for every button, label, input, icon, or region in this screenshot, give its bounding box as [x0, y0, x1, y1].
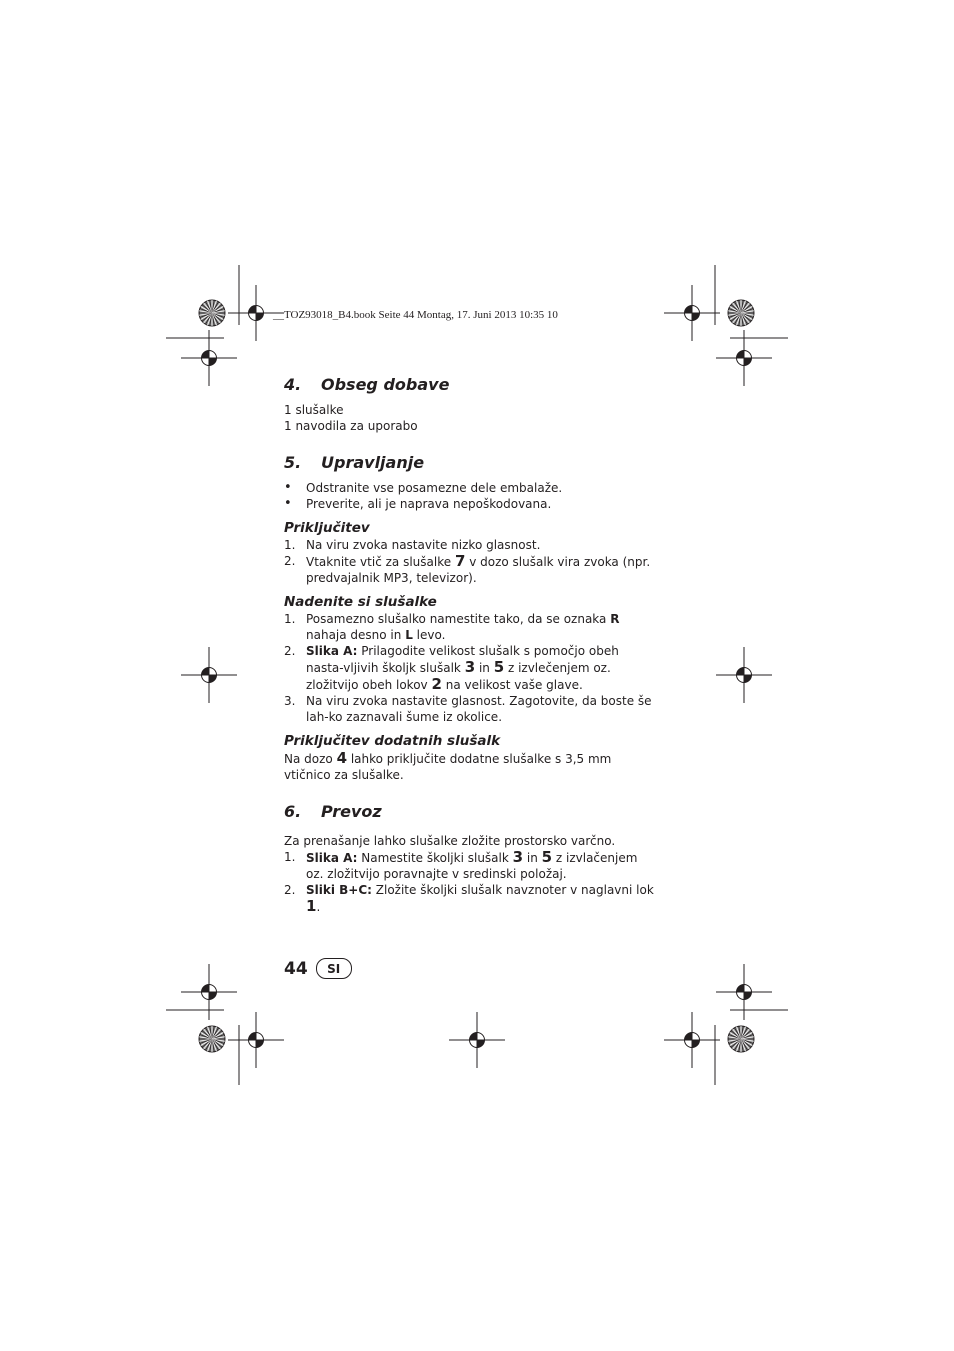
registration-mark-icon: [664, 285, 720, 341]
registration-mark-icon: [449, 1012, 505, 1068]
list-item: 2. Sliki B+C: Zložite školjki slušalk navznoter v naglavni lok 1.: [284, 883, 654, 915]
subheading-wearing: Nadenite si slušalke: [284, 594, 437, 610]
language-badge: SI: [316, 958, 352, 979]
part-number: 2: [431, 675, 442, 693]
page-number: 44: [284, 958, 308, 979]
section-4-heading: 4. Obseg dobave: [284, 375, 450, 394]
marking-r: R: [610, 612, 620, 626]
paragraph: Za prenašanje lahko slušalke zložite prostorsko varčno.: [284, 834, 616, 848]
list-item: 3. Na viru zvoka nastavite glasnost. Zagotovite, da boste še lah-ko zaznavali šume iz okolice.: [284, 694, 652, 724]
marking-l: L: [405, 628, 413, 642]
paragraph: Na dozo 4 lahko priključite dodatne slušalke s 3,5 mm vtičnico za slušalke.: [284, 749, 612, 782]
part-number: 5: [541, 848, 553, 866]
color-target-icon: [199, 1026, 225, 1052]
figure-label: Sliki B+C:: [306, 883, 372, 897]
registration-mark-icon: [181, 964, 237, 1020]
bullet-icon: •: [284, 496, 292, 511]
registration-mark-icon: [716, 964, 772, 1020]
list-item: 2. Vtaknite vtič za slušalke 7 v dozo slušalk vira zvoka (npr. predvajalnik MP3, televizor).: [284, 552, 651, 585]
part-number: 1: [306, 897, 317, 915]
registration-mark-icon: [228, 1012, 284, 1068]
part-number: 5: [493, 658, 505, 676]
subheading-additional-headphones: Priključitev dodatnih slušalk: [284, 733, 501, 749]
section-5-heading: 5. Upravljanje: [284, 453, 425, 472]
color-target-icon: [728, 1026, 754, 1052]
bullet-item: • Preverite, ali je naprava nepoškodovana.: [284, 496, 552, 511]
color-target-icon: [728, 300, 754, 326]
delivery-item: 1 slušalke: [284, 403, 344, 417]
delivery-item: 1 navodila za uporabo: [284, 419, 418, 433]
subheading-connection: Priključitev: [284, 520, 370, 536]
registration-mark-icon: [181, 647, 237, 703]
figure-label: Slika A:: [306, 851, 358, 865]
list-item: 1. Na viru zvoka nastavite nizko glasnost.: [284, 538, 541, 552]
print-header: __TOZ93018_B4.book Seite 44 Montag, 17. Juni 2013 10:35 10: [273, 309, 558, 321]
list-item: 2. Slika A: Prilagodite velikost slušalk s pomočjo obeh nasta-vljivih školjk slušalk 3 in 5 z izvlečenjem oz. zložitvijo obeh lokov 2 na velikost vaše glave.: [284, 644, 619, 693]
bullet-icon: •: [284, 480, 292, 495]
part-number: 4: [336, 749, 347, 767]
figure-label: Slika A:: [306, 644, 358, 658]
page-footer: [284, 958, 352, 979]
part-number: 3: [464, 658, 476, 676]
registration-mark-icon: [664, 1012, 720, 1068]
section-6-heading: 6. Prevoz: [284, 802, 382, 821]
page-content: [284, 374, 654, 915]
color-target-icon: [199, 300, 225, 326]
list-item: 1. Slika A: Namestite školjki slušalk 3 in 5 z izvlačenjem oz. zložitvijo poravnajte v sredinski položaj.: [284, 848, 638, 881]
registration-mark-icon: [716, 647, 772, 703]
list-item: 1. Posamezno slušalko namestite tako, da se oznaka R nahaja desno in L levo.: [284, 612, 620, 642]
part-number: 3: [512, 848, 524, 866]
bullet-item: • Odstranite vse posamezne dele embalaže.: [284, 480, 563, 495]
part-number: 7: [454, 552, 466, 570]
